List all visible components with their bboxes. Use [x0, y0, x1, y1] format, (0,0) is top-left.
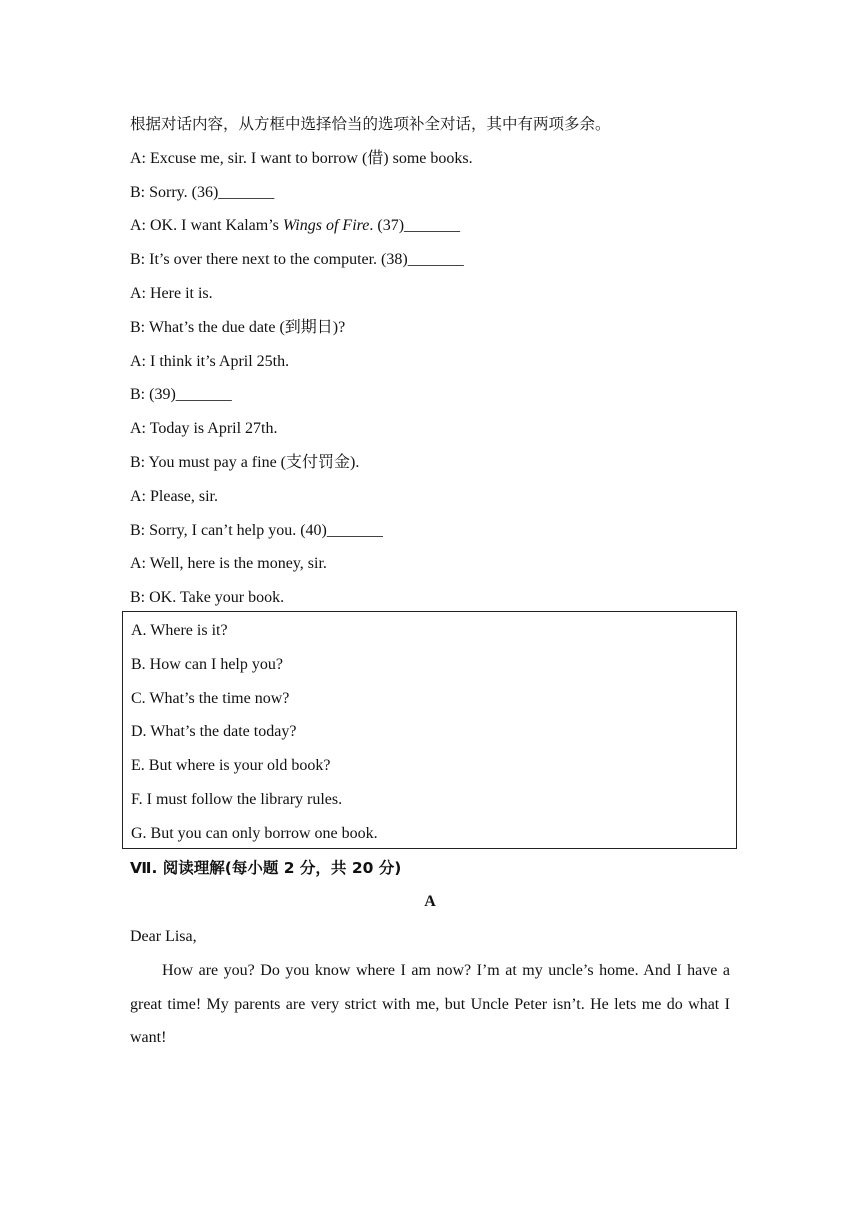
dialogue-line — [130, 176, 730, 210]
dialogue-line — [130, 209, 730, 243]
speaker-label: A: — [130, 487, 146, 505]
dialogue — [130, 142, 730, 615]
dialogue-text: Today is April 27th. — [149, 420, 278, 438]
dialogue-text: Sorry. (36)_______ — [149, 183, 275, 201]
dialogue-text: Here it is. — [150, 284, 213, 302]
dialogue-line — [130, 581, 730, 615]
dialogue-line — [130, 345, 730, 379]
dialogue-text: Please, sir. — [150, 487, 218, 505]
speaker-label: A: — [130, 352, 146, 370]
letter-paragraph: How are you? Do you know where I am now? I’m at my uncle’s home. And I have a great time! My parents are very strict with me, but Uncle Peter isn’t. He lets me do what I want! — [130, 961, 730, 1047]
dialogue-line — [130, 480, 730, 514]
dialogue-text: Well, here is the money, sir. — [149, 555, 327, 573]
speaker-label: A: — [130, 284, 146, 302]
dialogue-line — [130, 514, 730, 548]
document-page — [130, 108, 730, 1047]
dialogue-line — [130, 243, 730, 277]
option-item: F. I must follow the library rules. — [131, 790, 343, 808]
book-title: Wings of Fire — [282, 217, 370, 235]
dialogue-text: OK. I want Kalam’s — [150, 217, 283, 235]
dialogue-text: OK. Take your book. — [149, 589, 285, 607]
passage-label: A — [424, 893, 436, 910]
options-box — [122, 611, 737, 849]
dialogue-text: Sorry, I can’t help you. (40)_______ — [149, 521, 383, 539]
dialogue-line — [130, 277, 730, 311]
speaker-label: A: — [130, 149, 146, 167]
dialogue-text: I think it’s April 25th. — [150, 352, 290, 370]
dialogue-line — [130, 378, 730, 412]
speaker-label: B: — [130, 521, 146, 539]
speaker-label: B: — [130, 453, 146, 471]
speaker-label: A: — [130, 555, 146, 573]
dialogue-line — [130, 446, 730, 480]
option-item: G. But you can only borrow one book. — [131, 824, 378, 842]
speaker-label: A: — [130, 420, 146, 438]
letter-greeting: Dear Lisa, — [130, 928, 197, 945]
speaker-label: B: — [130, 386, 146, 404]
dialogue-line — [130, 547, 730, 581]
option-item: A. Where is it? — [131, 622, 228, 639]
option-item: B. How can I help you? — [131, 655, 283, 673]
speaker-label: A: — [130, 217, 146, 235]
dialogue-text: . (37)_______ — [369, 217, 461, 235]
option-item: D. What’s the date today? — [131, 723, 297, 741]
speaker-label: B: — [130, 589, 146, 607]
dialogue-line — [130, 142, 730, 176]
speaker-label: B: — [130, 251, 146, 269]
dialogue-text: It’s over there next to the computer. (38)_______ — [149, 251, 464, 269]
section-heading: Ⅶ. 阅读理解(每小题 2 分，共 20 分) — [130, 859, 402, 877]
speaker-label: B: — [130, 318, 146, 336]
dialogue-line — [130, 412, 730, 446]
dialogue-text: You must pay a fine (支付罚金). — [148, 453, 360, 471]
dialogue-text: Excuse me, sir. I want to borrow (借) some books. — [150, 149, 473, 167]
dialogue-text: (39)_______ — [149, 386, 232, 404]
speaker-label: B: — [130, 183, 146, 201]
instruction-text: 根据对话内容，从方框中选择恰当的选项补全对话，其中有两项多余。 — [130, 115, 611, 133]
dialogue-text: What’s the due date (到期日)? — [148, 318, 346, 336]
dialogue-line — [130, 311, 730, 345]
letter-passage — [130, 920, 730, 1055]
option-item: C. What’s the time now? — [131, 689, 290, 707]
option-item: E. But where is your old book? — [131, 757, 331, 775]
